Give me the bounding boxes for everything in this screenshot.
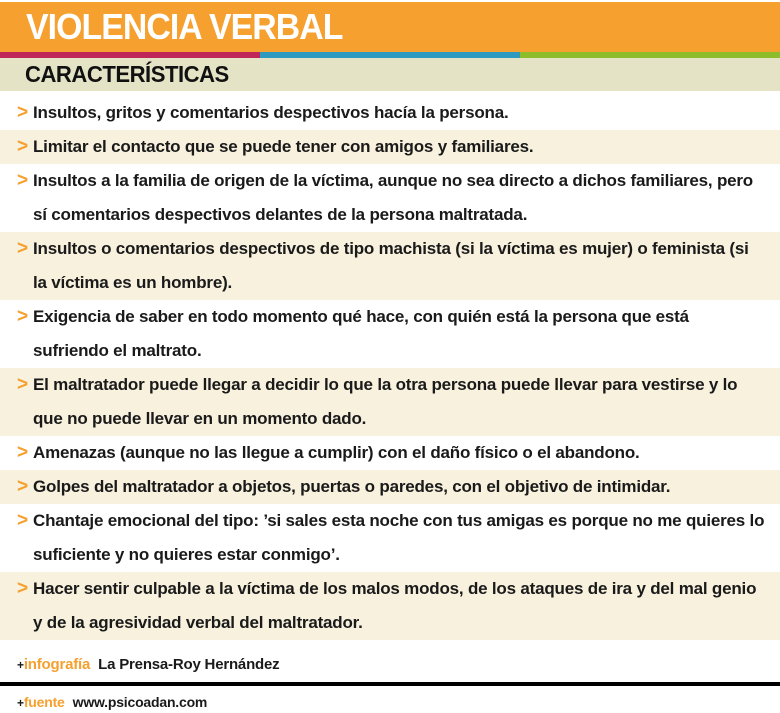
list-item [0, 504, 780, 572]
tricolor-stripe [0, 52, 780, 58]
arrow-bullet-icon: > [17, 578, 29, 599]
footer [0, 656, 780, 710]
list-item-text: Insultos, gritos y comentarios despectivos hacía la persona. [33, 103, 509, 122]
list-item [0, 96, 780, 130]
list-item [0, 164, 780, 232]
list-item-text: Insultos a la familia de origen de la víctima, aunque no sea directo a dichos familiares, pero sí comentarios despectivos delantes de la persona maltratada. [33, 171, 753, 224]
arrow-bullet-icon: > [17, 136, 29, 157]
list-item [0, 368, 780, 436]
plus-icon: + [17, 696, 24, 710]
fuente-label: fuente [23, 694, 65, 710]
arrow-bullet-icon: > [17, 306, 29, 327]
fuente-credit [17, 694, 780, 710]
arrow-bullet-icon: > [17, 374, 29, 395]
list-item-text: El maltratador puede llegar a decidir lo que la otra persona puede llevar para vestirse y lo que no puede llevar en un momento dado. [33, 375, 738, 428]
arrow-bullet-icon: > [17, 238, 29, 259]
list-item [0, 572, 780, 640]
infografia-credit [17, 656, 780, 673]
plus-icon: + [17, 658, 24, 672]
infografia-label: infografía [23, 656, 91, 673]
list-item [0, 470, 780, 504]
header-bar [0, 2, 780, 52]
list-item-text: Golpes del maltratador a objetos, puertas o paredes, con el objetivo de intimidar. [33, 477, 671, 496]
list-item-text: Insultos o comentarios despectivos de tipo machista (si la víctima es mujer) o feminista (si la víctima es un hombre). [33, 239, 749, 292]
arrow-bullet-icon: > [17, 170, 29, 191]
list-item-text: Hacer sentir culpable a la víctima de los malos modos, de los ataques de ira y del mal genio y de la agresividad verbal del maltratador. [33, 579, 757, 632]
fuente-value: www.psicoadan.com [72, 694, 208, 710]
section-title: CARACTERÍSTICAS [25, 61, 229, 87]
list-item-text: Chantaje emocional del tipo: ’si sales esta noche con tus amigas es porque no me quieres lo suficiente y no quieres estar conmigo’. [33, 511, 765, 564]
arrow-bullet-icon: > [17, 102, 29, 123]
list-item [0, 232, 780, 300]
arrow-bullet-icon: > [17, 442, 29, 463]
list-item-text: Limitar el contacto que se puede tener con amigos y familiares. [33, 137, 534, 156]
arrow-bullet-icon: > [17, 510, 29, 531]
infografia-value: La Prensa-Roy Hernández [98, 656, 280, 673]
list-item-text: Exigencia de saber en todo momento qué hace, con quién está la persona que está sufriendo el maltrato. [33, 307, 689, 360]
footer-divider [0, 682, 780, 686]
section-bar [0, 58, 780, 91]
characteristics-list [0, 96, 780, 640]
stripe-segment-blue [260, 52, 520, 58]
list-item [0, 300, 780, 368]
arrow-bullet-icon: > [17, 476, 29, 497]
page-title: VIOLENCIA VERBAL [26, 6, 343, 47]
list-item [0, 436, 780, 470]
list-item [0, 130, 780, 164]
stripe-segment-green [520, 52, 780, 58]
stripe-segment-crimson [0, 52, 260, 58]
list-item-text: Amenazas (aunque no las llegue a cumplir) con el daño físico o el abandono. [33, 443, 640, 462]
